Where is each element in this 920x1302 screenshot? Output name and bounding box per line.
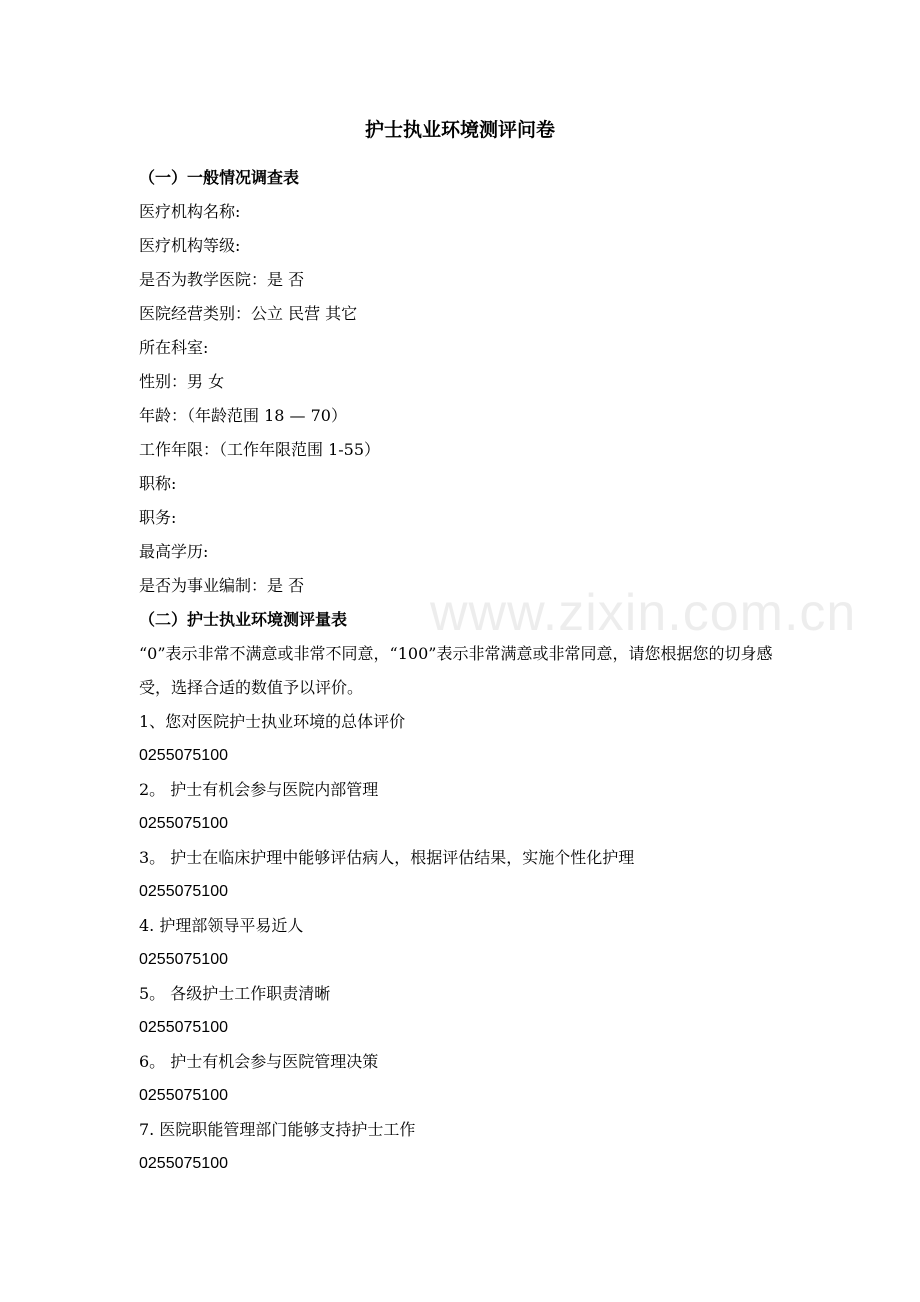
general-info-list [139,195,799,603]
field-education: 最高学历: [139,542,209,561]
field-hospital-type: 医院经营类别：公立 民营 其它 [139,304,358,323]
question-item [139,773,799,841]
question-text: 3。 护士在临床护理中能够评估病人，根据评估结果，实施个性化护理 [139,848,635,867]
question-item [139,1045,799,1113]
rating-scale: 0255075100 [139,1155,228,1172]
rating-scale: 0255075100 [139,1019,228,1036]
document-title: 护士执业环境测评问卷 [364,119,555,141]
question-text: 7. 医院职能管理部门能够支持护士工作 [139,1120,416,1139]
field-teaching-hospital: 是否为教学医院：是 否 [139,270,305,289]
watermark: www.zixin.com.cn [430,584,857,642]
question-item [139,841,799,909]
field-age: 年龄：（年龄范围 18 — 70） [139,406,347,425]
section1-heading: （一）一般情况调查表 [139,168,300,187]
question-text: 4. 护理部领导平易近人 [139,916,304,935]
field-institution-level: 医疗机构等级: [139,236,241,255]
document-body [139,161,799,1181]
field-institution-name: 医疗机构名称: [139,202,241,221]
scale-instruction: “0”表示非常不满意或非常不同意，“100”表示非常满意或非常同意，请您根据您的切身感受，选择合适的数值予以评价。 [139,644,773,697]
question-list [139,705,799,1181]
question-text: 5。 各级护士工作职责清晰 [139,984,331,1003]
question-text: 1、您对医院护士执业环境的总体评价 [139,712,406,731]
field-staff-establishment: 是否为事业编制：是 否 [139,576,305,595]
question-item [139,705,799,773]
field-department: 所在科室: [139,338,209,357]
field-title: 职称: [139,474,177,493]
field-position: 职务: [139,508,177,527]
section2-heading: （二）护士执业环境测评量表 [139,610,348,629]
rating-scale: 0255075100 [139,951,228,968]
field-gender: 性别：男 女 [139,372,225,391]
rating-scale: 0255075100 [139,747,228,764]
rating-scale: 0255075100 [139,1087,228,1104]
question-text: 6。 护士有机会参与医院管理决策 [139,1052,379,1071]
question-item [139,1113,799,1181]
field-work-years: 工作年限：（工作年限范围 1-55） [139,440,381,459]
question-text: 2。 护士有机会参与医院内部管理 [139,780,379,799]
question-item [139,909,799,977]
rating-scale: 0255075100 [139,883,228,900]
question-item [139,977,799,1045]
rating-scale: 0255075100 [139,815,228,832]
